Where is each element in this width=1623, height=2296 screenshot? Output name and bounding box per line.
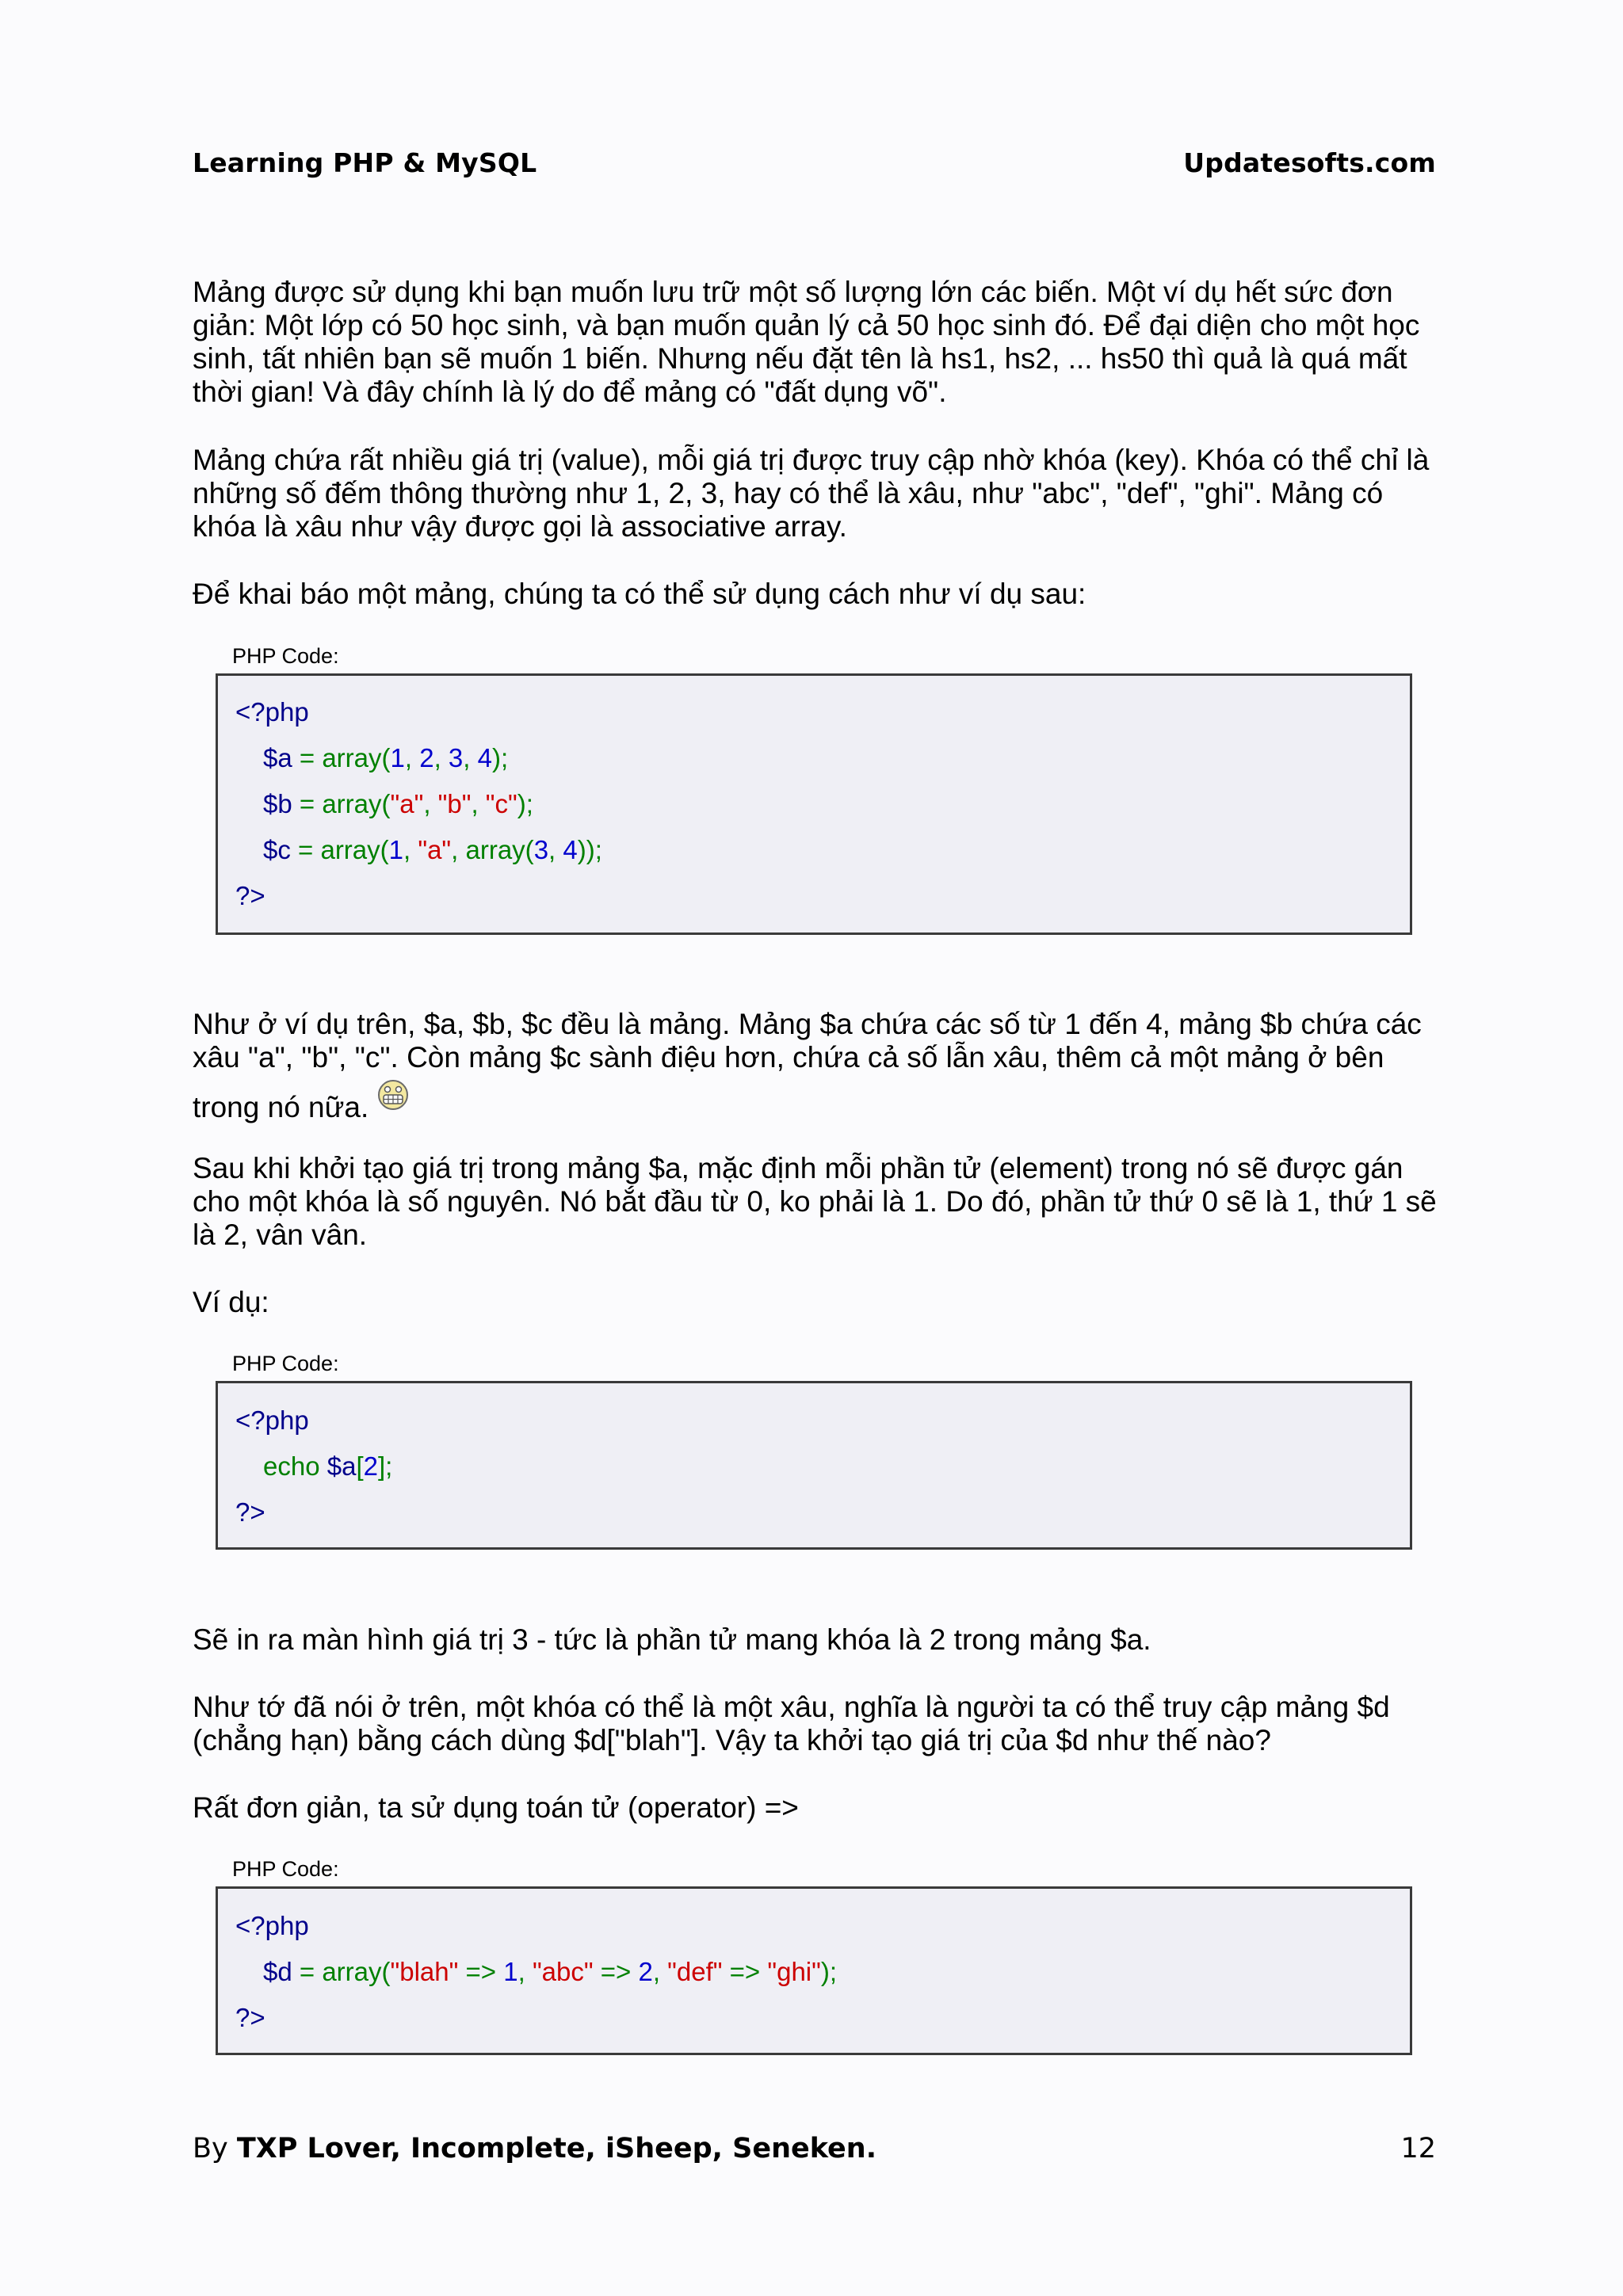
code-close-tag: ?> [235, 2003, 265, 2032]
code-close-tag: ?> [235, 881, 265, 910]
footer-credits: By TXP Lover, Incomplete, iSheep, Seneken. [193, 2133, 877, 2164]
code-block [216, 673, 1412, 935]
paragraph-string-keys: Như tớ đã nói ở trên, một khóa có thể là một xâu, nghĩa là người ta có thể truy cập mảng $d (chẳng hạn) bằng cách dùng $d["blah"]. Vậy ta khởi tạo giá trị của $d như thế nào? [193, 1691, 1390, 1756]
code-open-tag: <?php [235, 697, 309, 727]
grinning-smiley-icon [376, 1079, 410, 1111]
header-site: Updatesofts.com [1183, 147, 1436, 178]
code-block [216, 1381, 1412, 1550]
code-label: PHP Code: [232, 1857, 339, 1881]
header-title: Learning PHP & MySQL [193, 147, 537, 178]
page-number: 12 [1400, 2133, 1436, 2164]
code-line: $d = array("blah" => 1, "abc" => 2, "def" => "ghi"); [263, 1957, 838, 1986]
paragraph-declare: Để khai báo một mảng, chúng ta có thể sử dụng cách như ví dụ sau: [193, 578, 1086, 610]
code-line: $c = array(1, "a", array(3, 4)); [263, 835, 602, 864]
paragraph-keys: Mảng chứa rất nhiều giá trị (value), mỗi giá trị được truy cập nhờ khóa (key). Khóa có thể chỉ là những số đếm thông thường như 1, 2, 3, hay có thể là xâu, như "abc", "def", "ghi". Mảng có khóa là xâu như vậy được gọi là associative array. [193, 444, 1430, 543]
paragraph-operator: Rất đơn giản, ta sử dụng toán tử (operator) => [193, 1791, 799, 1824]
code-line: echo $a[2]; [263, 1451, 393, 1481]
code-open-tag: <?php [235, 1405, 309, 1435]
code-block [216, 1886, 1412, 2055]
paragraph-intro: Mảng được sử dụng khi bạn muốn lưu trữ một số lượng lớn các biến. Một ví dụ hết sức đơn giản: Một lớp có 50 học sinh, và bạn muốn quản lý cả 50 học sinh đó. Để đại diện cho một học sinh, tất nhiên bạn sẽ muốn 1 biến. Nhưng nếu đặt tên là hs1, hs2, ... hs50 thì quả là quá mất thời gian! Và đây chính là lý do để mảng có "đất dụng võ". [193, 276, 1420, 408]
code-open-tag: <?php [235, 1911, 309, 1940]
code-label: PHP Code: [232, 644, 339, 668]
code-close-tag: ?> [235, 1497, 265, 1527]
code-line: $b = array("a", "b", "c"); [263, 789, 533, 818]
code-line: $a = array(1, 2, 3, 4); [263, 743, 509, 772]
paragraph-example: Ví dụ: [193, 1286, 269, 1318]
paragraph-output: Sẽ in ra màn hình giá trị 3 - tức là phần tử mang khóa là 2 trong mảng $a. [193, 1623, 1151, 1656]
code-label: PHP Code: [232, 1352, 339, 1375]
paragraph-default-keys: Sau khi khởi tạo giá trị trong mảng $a, mặc định mỗi phần tử (element) trong nó sẽ được gán cho một khóa là số nguyên. Nó bắt đầu từ 0, ko phải là 1. Do đó, phần tử thứ 0 sẽ là 1, thứ 1 sẽ là 2, vân vân. [193, 1152, 1437, 1251]
paragraph-explain-arrays: Như ở ví dụ trên, $a, $b, $c đều là mảng. Mảng $a chứa các số từ 1 đến 4, mảng $b chứa các xâu "a", "b", "c". Còn mảng $c sành điệu hơn, chứa cả số lẫn xâu, thêm cả một mảng ở bên trong nó nữa. [193, 1008, 1422, 1123]
